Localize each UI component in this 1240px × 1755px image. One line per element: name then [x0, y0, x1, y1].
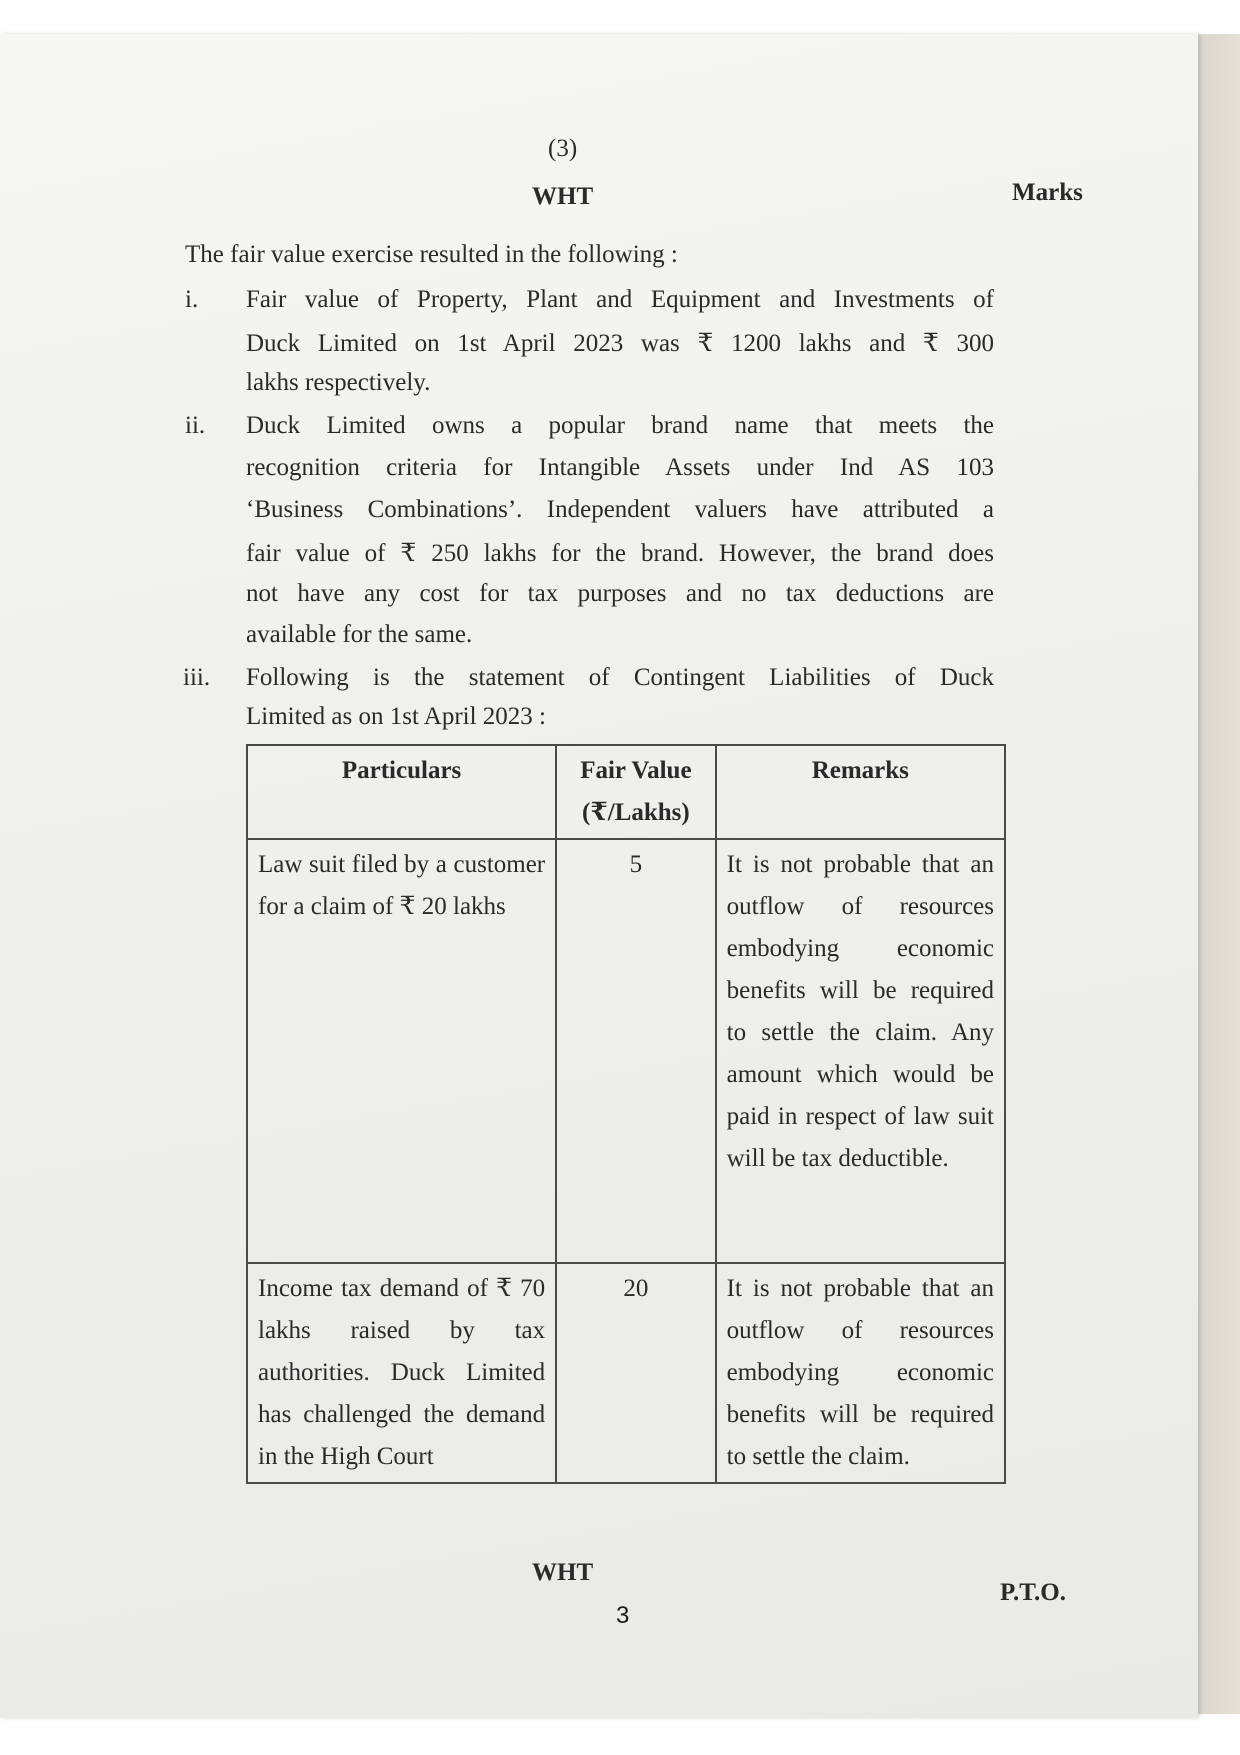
item-ii-line-4 [246, 538, 994, 568]
paper-code-footer: WHT [532, 1559, 594, 1586]
item-ii-line-2-text: recognition criteria for Intangible Assets under Ind AS 103 [246, 454, 994, 481]
item-i-line-3: lakhs respectively. [246, 369, 431, 396]
table-header-row [247, 745, 1005, 839]
item-marker-iii: iii. [183, 664, 211, 691]
item-marker-i: i. [185, 286, 199, 313]
item-i-line-2-text: Duck Limited on 1st April 2023 was ₹ 1200 lakhs and ₹ 300 [246, 330, 994, 357]
item-i-line-2 [246, 328, 994, 358]
item-ii-line-6: available for the same. [246, 621, 473, 648]
remarks-cell: It is not probable that an outflow of resources embodying economic benefits will be required to settle the claim. Any amount which would be paid in respect of law suit will be tax deductible. [716, 839, 1005, 1263]
item-iii-line-2: Limited as on 1st April 2023 : [246, 703, 546, 730]
item-i-line-1-text: Fair value of Property, Plant and Equipment and Investments of [246, 286, 994, 313]
fair-value-cell: 5 [556, 839, 715, 1263]
item-i-line-1 [246, 286, 994, 314]
page-label: (3) [548, 135, 578, 162]
item-ii-line-4-text: fair value of ₹ 250 lakhs for the brand. However, the brand does [246, 540, 994, 567]
header-remarks: Remarks [716, 745, 1005, 839]
header-fair-value: Fair Value (₹/Lakhs) [556, 745, 715, 839]
item-ii-line-1 [246, 412, 994, 440]
table-row [247, 1263, 1005, 1483]
header-particulars: Particulars [247, 745, 556, 839]
paper-code-header: WHT [532, 183, 594, 210]
table-row [247, 839, 1005, 1263]
item-ii-line-3-text: ‘Business Combinations’. Independent valuers have attributed a [246, 496, 994, 523]
item-iii-line-1 [246, 664, 994, 692]
item-ii-line-5-text: not have any cost for tax purposes and no tax deductions are [246, 580, 994, 607]
contingent-liabilities-table [246, 744, 1006, 1484]
background-surface [1195, 34, 1240, 1714]
particulars-cell: Law suit filed by a customer for a claim of ₹ 20 lakhs [247, 839, 556, 1263]
item-ii-line-5 [246, 580, 994, 608]
item-marker-ii: ii. [185, 412, 206, 439]
item-ii-line-2 [246, 454, 994, 482]
remarks-cell: It is not probable that an outflow of resources embodying economic benefits will be required to settle the claim. [716, 1263, 1005, 1483]
marks-label: Marks [1012, 179, 1083, 206]
particulars-cell: Income tax demand of ₹ 70 lakhs raised by tax authorities. Duck Limited has challenged the demand in the High Court [247, 1263, 556, 1483]
pto-label: P.T.O. [1000, 1579, 1066, 1606]
intro-text: The fair value exercise resulted in the following : [185, 241, 678, 268]
fair-value-cell: 20 [556, 1263, 715, 1483]
item-iii-line-1-text: Following is the statement of Contingent Liabilities of Duck [246, 664, 994, 691]
item-ii-line-3 [246, 496, 994, 524]
page-number: 3 [616, 1602, 630, 1629]
item-ii-line-1-text: Duck Limited owns a popular brand name that meets the [246, 412, 994, 439]
